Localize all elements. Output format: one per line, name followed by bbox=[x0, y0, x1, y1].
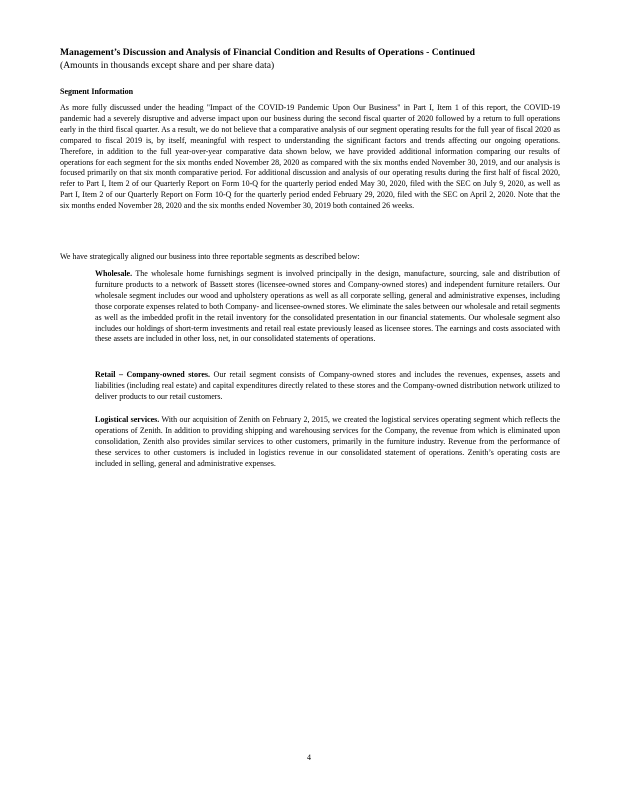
retail-text: Our retail segment consists of Company-owned stores and includes the revenues, expenses, assets and liabilities (including real estate) and capital expenditures directly related to these stores and the Company-owned distribution network utilized to deliver products to our retail customers. bbox=[95, 370, 560, 401]
logistics-text: With our acquisition of Zenith on February 2, 2015, we created the logistical services operating segment which reflects the operations of Zenith. In addition to providing shipping and warehousing services for the Company, the revenue from which is eliminated upon consolidation, Zenith also provides similar services to other customers, primarily in the furniture industry. Revenue from the performance of these services to other customers is included in logistics revenue in our consolidated statement of operations. Zenith’s operating costs are included in selling, general and administrative expenses. bbox=[95, 415, 561, 468]
wholesale-label: Wholesale. bbox=[95, 269, 133, 278]
wholesale-paragraph bbox=[95, 269, 560, 345]
intro-paragraph: As more fully discussed under the heading "Impact of the COVID-19 Pandemic Upon Our Business" in Part I, Item 1 of this report, the COVID-19 pandemic had a severely disruptive and adverse impact upon our business during the second fiscal quarter of 2020 followed by a return to full operations early in the third fiscal quarter. As a result, we do not believe that a comparative analysis of our segment operating results for the full year of fiscal 2020 as compared to fiscal 2019 is, by itself, meaningful with respect to understanding the significant factors and trends affecting our ongoing operations. Therefore, in addition to the full year-over-year comparative data shown below, we have provided additional information comparing our results of operations for each segment for the six months ended November 28, 2020 as compared with the six months ended November 30, 2019, and our analysis is focused primarily on that six month comparative period. For additional discussion and analysis of our operating results during the first half of fiscal 2020, refer to Part I, Item 2 of our Quarterly Report on Form 10-Q for the quarterly period ended May 30, 2020, filed with the SEC on July 9, 2020, as well as Part I, Item 2 of our Quarterly Report on Form 10-Q for the quarterly period ended February 29, 2020, filed with the SEC on April 2, 2020. Note that the six months ended November 28, 2020 and the six months ended November 30, 2019 both contained 26 weeks. bbox=[60, 103, 560, 211]
retail-label: Retail – Company-owned stores. bbox=[95, 370, 211, 379]
logistics-paragraph bbox=[95, 415, 560, 470]
page-number: 4 bbox=[307, 753, 311, 762]
section-heading: Segment Information bbox=[60, 87, 134, 96]
logistics-label: Logistical services. bbox=[95, 415, 160, 424]
page-subtitle: (Amounts in thousands except share and per share data) bbox=[60, 60, 275, 71]
segments-intro-paragraph: We have strategically aligned our business into three reportable segments as described below: bbox=[60, 252, 360, 261]
page-title: Management’s Discussion and Analysis of Financial Condition and Results of Operations - Continued bbox=[60, 47, 475, 58]
wholesale-text: The wholesale home furnishings segment is involved principally in the design, manufacture, sourcing, sale and distribution of furniture products to a network of Bassett stores (licensee-owned stores and Company-owned stores) and independent furniture retailers. Our wholesale segment includes our wood and upholstery operations as well as all corporate selling, general and administrative expenses, including those corporate expenses related to both Company- and licensee-owned stores. We eliminate the sales between our wholesale and retail segments as well as the imbedded profit in the retail inventory for the consolidated presentation in our financial statements. Our wholesale segment also includes our holdings of short-term investments and retail real estate previously leased as licensee stores. The earnings and costs associated with these assets are included in other loss, net, in our consolidated statements of operations. bbox=[95, 269, 560, 344]
retail-paragraph bbox=[95, 370, 560, 403]
